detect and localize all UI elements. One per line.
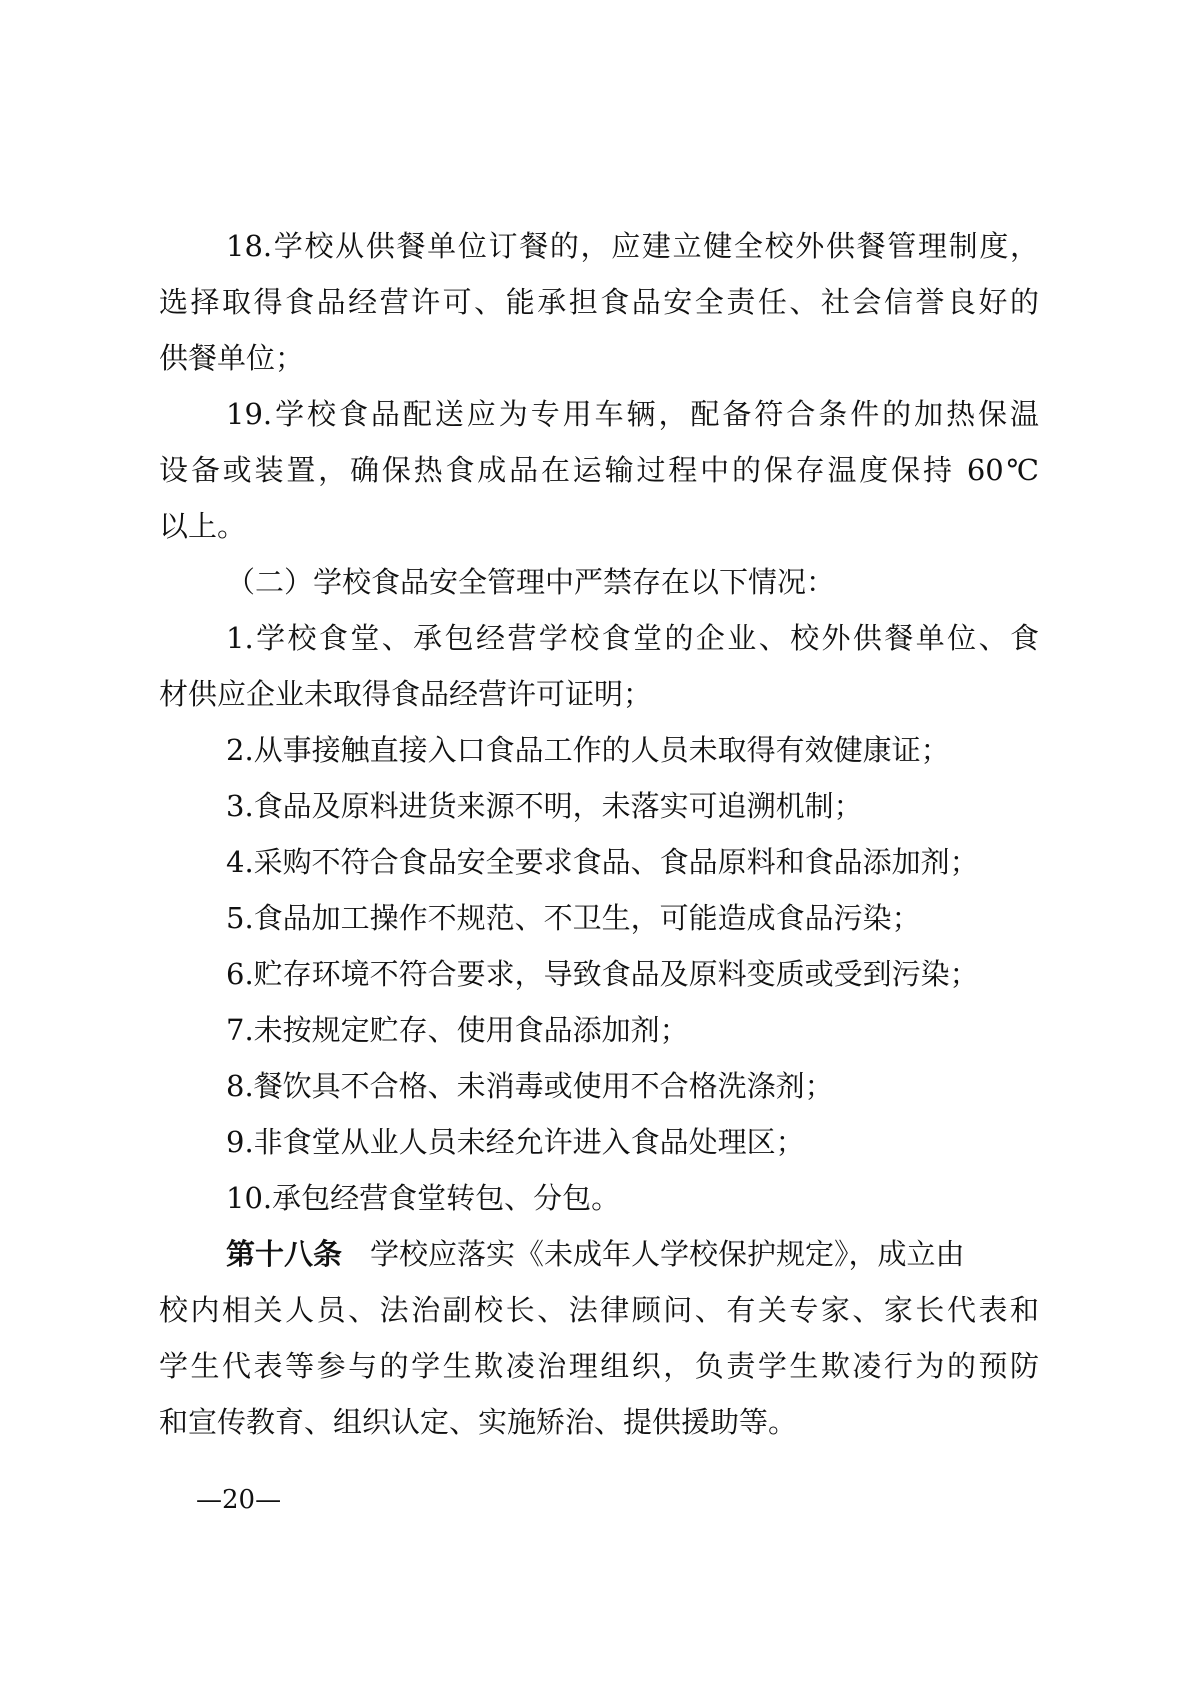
prohibited-item-1-line-2: 材供应企业未取得食品经营许可证明； [159,677,653,711]
article-18-line-1-text: 学校应落实《未成年人学校保护规定》，成立由 [370,1237,965,1271]
paragraph-18-line-2: 选择取得食品经营许可、能承担食品安全责任、社会信誉良好的 [159,285,1039,319]
article-18-line-3: 学生代表等参与的学生欺凌治理组织，负责学生欺凌行为的预防 [159,1349,1039,1383]
article-18-line-2: 校内相关人员、法治副校长、法律顾问、有关专家、家长代表和 [159,1293,1039,1327]
prohibited-item-5: 5.食品加工操作不规范、不卫生，可能造成食品污染； [226,901,921,935]
prohibited-item-3: 3.食品及原料进货来源不明，未落实可追溯机制； [226,789,863,823]
prohibited-item-7: 7.未按规定贮存、使用食品添加剂； [226,1013,689,1047]
prohibited-item-4: 4.采购不符合食品安全要求食品、食品原料和食品添加剂； [226,845,979,879]
prohibited-item-8: 8.餐饮具不合格、未消毒或使用不合格洗涤剂； [226,1069,834,1103]
paragraph-18-line-3: 供餐单位； [159,341,305,375]
prohibited-item-1-line-1: 1.学校食堂、承包经营学校食堂的企业、校外供餐单位、食 [226,621,1039,655]
prohibited-item-9: 9.非食堂从业人员未经允许进入食品处理区； [226,1125,805,1159]
article-18-title: 第十八条 [226,1237,343,1271]
paragraph-18-line-1: 18.学校从供餐单位订餐的，应建立健全校外供餐管理制度， [226,229,1039,263]
body-text [159,218,1039,1450]
paragraph-19-line-1: 19.学校食品配送应为专用车辆，配备符合条件的加热保温 [226,397,1039,431]
prohibited-item-6: 6.贮存环境不符合要求，导致食品及原料变质或受到污染； [226,957,979,991]
page-number: —20— [196,1485,282,1515]
article-18-line-1 [159,1226,1039,1282]
prohibited-item-10: 10.承包经营食堂转包、分包。 [226,1181,621,1215]
section-heading-2: （二）学校食品安全管理中严禁存在以下情况： [226,565,836,599]
article-18-line-4: 和宣传教育、组织认定、实施矫治、提供援助等。 [159,1405,798,1439]
prohibited-item-2: 2.从事接触直接入口食品工作的人员未取得有效健康证； [226,733,950,767]
paragraph-19-line-2: 设备或装置，确保热食成品在运输过程中的保存温度保持 60℃ [159,453,1039,487]
paragraph-19-line-3: 以上。 [159,509,247,543]
